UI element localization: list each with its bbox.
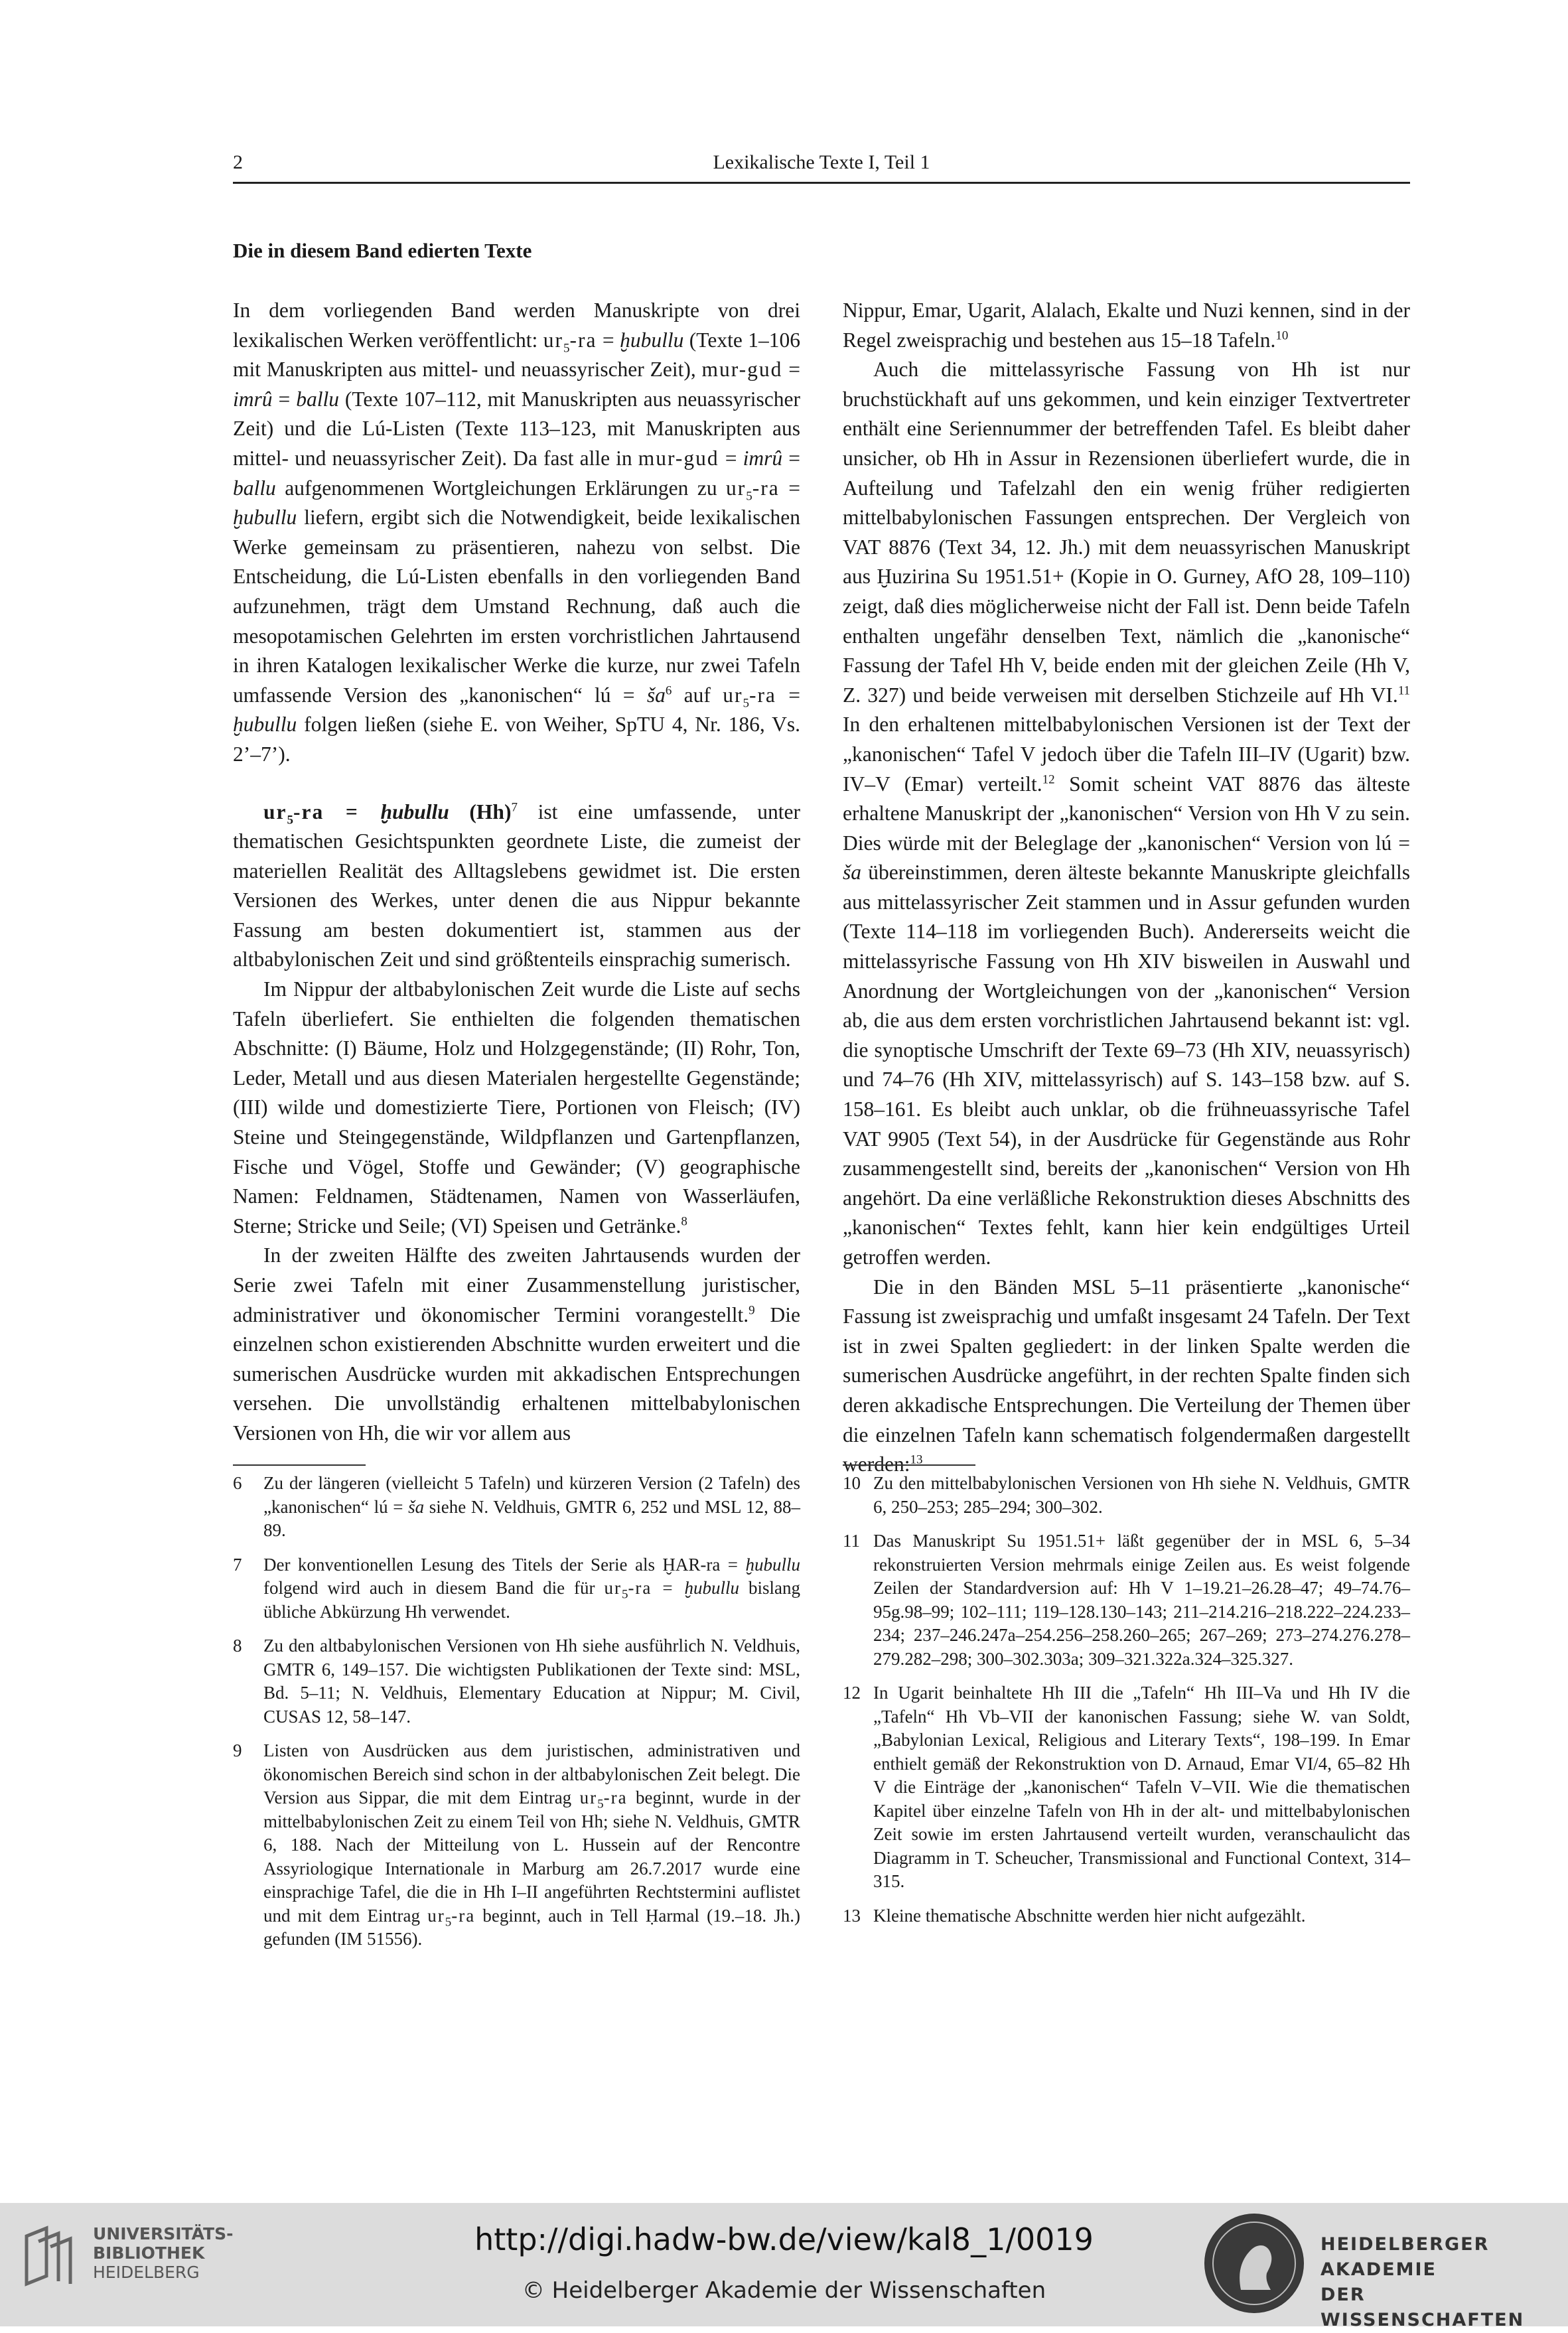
- footnotes-right: [843, 1472, 1410, 1938]
- footnote-ref: 10: [1275, 328, 1289, 343]
- section-heading: Die in diesem Band edierten Texte: [233, 239, 532, 262]
- paragraph: Nippur, Emar, Ugarit, Alalach, Ekalte und Nuzi kennen, sind in der Regel zweisprachig und bestehen aus 15–18 Tafeln.$^{10}$: [843, 299, 1410, 352]
- footnote-rule: [843, 1464, 975, 1466]
- academy-seal-icon: [1204, 2214, 1304, 2313]
- footnote: 8 Zu den altbabylonischen Versionen von Hh siehe ausführlich N. Veldhuis, GMTR 6, 149–157. Die wichtigsten Publikationen der Texte sind: MSL, Bd. 5–11; N. Veldhuis, Elementary Education at Nippur; M. Civil, CUSAS 12, 58–147.: [233, 1636, 800, 1727]
- paragraph: Im Nippur der altbabylonischen Zeit wurde die Liste auf sechs Tafeln überliefert. Sie enthielten die folgenden thematischen Abschnitte: (I) Bäume, Holz und Holzgegenstände; (II) Rohr, Ton, Leder, Metall und aus diesen Materialen hergestellte Gegenstände; (III) wilde und domestizierte Tiere, Portionen von Fleisch; (IV) Steine und Steingegenstände, Wildpflanzen und Gartenpflanzen, Fische und Vögel, Stoffe und Gewänder; (V) geographische Namen: Feldnamen, Städtenamen, Namen von Wasserläufen, Sterne; Stricke und Seile; (VI) Speisen und Getränke.$^8$: [233, 977, 800, 1237]
- page-number: 2: [233, 151, 243, 173]
- footnote: 11 Das Manuskript Su 1951.51+ läßt gegenüber der in MSL 6, 5–34 rekonstruierten Version mehrmals einige Zeilen aus. Es weist folgende Zeilen der Standardversion auf: Hh V 1–19.21–26.28–47; 49–74.76–95g.98–99; 102–111; 119–128.130–143; 211–214.216–218.222–224.233–234; 237–246.247a–254.256–258.260–265; 267–269; 273–274.276.278–279.282–298; 300–302.303a; 309–321.322a.324–325.327.: [843, 1531, 1410, 1669]
- footnote-ref: 7: [511, 800, 518, 814]
- paragraph: In der zweiten Hälfte des zweiten Jahrtausends wurden der Serie zwei Tafeln mit einer Zusammenstellung juristischer, administrativer und ökonomischer Termini vorangestellt.$^9$ Die einzelnen schon existierenden Abschnitte wurden erweitert und die sumerischen Ausdrücke wurden mit akkadischen Entsprechungen versehen. Die unvollständig erhaltenen mittelbabylonischen Versionen von Hh, die wir vor allem aus: [233, 1243, 801, 1445]
- footnote: 13 Kleine thematische Abschnitte werden hier nicht aufgezählt.: [843, 1905, 1306, 1926]
- document-url-link[interactable]: http://digi.hadw-bw.de/view/kal8_1/0019: [474, 2222, 1094, 2257]
- copyright-notice: © Heidelberger Akademie der Wissenschaften: [522, 2277, 1046, 2304]
- footnote: 6 Zu der längeren (vielleicht 5 Tafeln) und kürzeren Version (2 Tafeln) des „kanonischen“ lú = ša siehe N. Veldhuis, GMTR 6, 252 und MSL 12, 88–89.: [233, 1473, 800, 1540]
- paragraph: Die in den Bänden MSL 5–11 präsentierte „kanonische“ Fassung ist zweisprachig und umfaßt insgesamt 24 Tafeln. Der Text ist in zwei Spalten gegliedert: in der linken Spalte werden die sumerischen Ausdrücke angeführt, in der rechten Spalte finden sich deren akkadische Entsprechungen. Die Verteilung der Themen über die einzelnen Tafeln kann schematisch folgendermaßen dargestellt werden:$^{13}$: [843, 1275, 1410, 1476]
- footer-bar: [0, 2203, 1568, 2330]
- footnote-ref: 8: [681, 1214, 687, 1229]
- left-column: [233, 296, 800, 1449]
- footnote: 7 Der konventionellen Lesung des Titels der Serie als ḪAR-ra = ḫubullu folgend wird auch in diesem Band die für $ur_5-ra$ = ḫubullu bislang übliche Abkürzung Hh verwendet.: [233, 1554, 800, 1622]
- footnote-ref: 11: [1397, 683, 1410, 698]
- paragraph: $ur_5-ra$ = ḫubullu $(Hh)^7$ ist eine umfassende, unter thematischen Gesichtspunkten geordnete Liste, die zumeist der materiellen Realität des Alltagslebens gewidmet ist. Die ersten Versionen des Werkes, unter denen die aus Nippur bekannte Fassung am besten dokumentiert ist, stammen aus der altbabylonischen Zeit und sind größtenteils einsprachig sumerisch.: [233, 800, 801, 971]
- footnote: 12 In Ugarit beinhaltete Hh III die „Tafeln“ Hh III–Va und Hh IV die „Tafeln“ Hh Vb–VII der kanonischen Fassung; siehe W. van Soldt, „Babylonian Lexical, Religious and Literary Texts“, 198–199. In Emar enthielt gemäß der Rekonstruktion von D. Arnaud, Emar VI/4, 65–82 Hh V die Einträge der „kanonischen“ Tafeln V–VII. Wie die thematischen Kapitel über einzelne Tafeln von Hh in der alt- und mittelbabylonischen Zeit sowie im ersten Jahrtausend verteilt wurden, veranschaulicht das Diagramm in T. Scheucher, Transmissional and Functional Context, 314–315.: [843, 1683, 1410, 1891]
- right-column: [843, 296, 1410, 1480]
- academy-name: HEIDELBERGER AKADEMIE DER WISSENSCHAFTEN: [1320, 2234, 1525, 2330]
- page-header: [233, 151, 1410, 184]
- footnote: 9 Listen von Ausdrücken aus dem juristischen, administrativen und ökonomischen Bereich sind schon in der altbabylonischen Zeit belegt. Die Version aus Sippar, die mit dem Eintrag $ur_5-ra$ beginnt, wurde in der mittelbabylonischen Zeit zu einem Teil von Hh; siehe N. Veldhuis, GMTR 6, 188. Nach der Mitteilung von L. Hussein auf der Rencontre Assyriologique Internationale in Marburg am 26.7.2017 wurde eine einsprachige Tafel, die die in Hh I–II angeführten Rechtstermini auflistet und mit dem Eintrag $ur_5-ra$ beginnt, auch in Tell Ḥarmal (19.–18. Jh.) gefunden (IM 51556).: [233, 1740, 801, 1949]
- footnote-ref: 9: [748, 1303, 755, 1318]
- paragraph: In dem vorliegenden Band werden Manuskripte von drei lexikalischen Werken veröffentlicht: $ur_5-ra$ = ḫubullu (Texte 1–106 mit Manuskripten aus mittel- und neuassyrischer Zeit), mur-gud = imrû = ballu (Texte 107–112, mit Manuskripten aus neuassyrischer Zeit) und die Lú-Listen (Texte 113–123, mit Manuskripten aus mittel- und neuassyrischer Zeit). Da fast alle in mur-gud = imrû = ballu aufgenommenen Wortgleichungen Erklärungen zu $ur_5-ra$ = ḫubullu liefern, ergibt sich die Notwendigkeit, beide lexikalischen Werke gemeinsam zu präsentieren, nahezu von selbst. Die Entscheidung, die Lú-Listen ebenfalls in den vorliegenden Band aufzunehmen, trägt dem Umstand Rechnung, daß auch die mesopotamischen Gelehrten im ersten vorchristlichen Jahrtausend in ihren Katalogen lexikalischer Werke die kurze, nur zwei Tafeln umfassende Version des „kanonischen“ lú = $ša^6$ auf $ur_5-ra$ = ḫubullu folgen ließen (siehe E. von Weiher, SpTU 4, Nr. 186, Vs. 2’–7’).: [233, 299, 801, 766]
- footnote-ref: 6: [665, 683, 672, 698]
- footnote-rule: [233, 1464, 366, 1466]
- footnotes-left: [233, 1472, 800, 1962]
- paragraph: Auch die mittelassyrische Fassung von Hh ist nur bruchstückhaft auf uns gekommen, und kein einziger Textvertreter enthält eine Seriennummer der betreffenden Tafel. Es bleibt daher unsicher, ob Hh in Assur in Rezensionen überliefert wurde, die in Aufteilung und Tafelzahl den ein wenig früher redigierten mittelbabylonischen Fassungen entsprechen. Der Vergleich von VAT 8876 (Text 34, 12. Jh.) mit dem neuassyrischen Manuskript aus Ḫuzirina Su 1951.51+ (Kopie in O. Gurney, AfO 28, 109–110) zeigt, daß dies möglicherweise nicht der Fall ist. Denn beide Tafeln enthalten ungefähr denselben Text, nämlich die „kanonische“ Fassung der Tafel Hh V, beide enden mit der gleichen Zeile (Hh V, Z. 327) und beide verweisen mit derselben Stichzeile auf Hh VI.$^{11}$ In den erhaltenen mittelbabylonischen Versionen ist der Text der „kanonischen“ Tafel V jedoch über die Tafeln III–IV (Ugarit) bzw. IV–V (Emar) verteilt.$^{12}$ Somit scheint VAT 8876 das älteste erhaltene Manuskript der „kanonischen“ Version von Hh V zu sein. Dies würde mit der Beleglage der „kanonischen“ Version von lú = ša übereinstimmen, deren älteste bekannte Manuskripte gleichfalls aus mittelassyrischer Zeit stammen und in Assur gefunden wurden (Texte 114–118 im vorliegenden Buch). Andererseits weicht die mittelassyrische Fassung von Hh XIV bisweilen in Auswahl und Anordnung der Wortgleichungen von der „kanonischen“ Version ab, die aus dem ersten vorchristlichen Jahrtausend bekannt ist: vgl. die synoptische Umschrift der Texte 69–73 (Hh XIV, neuassyrisch) und 74–76 (Hh XIV, mittelassyrisch) auf S. 143–158 bzw. auf S. 158–161. Es bleibt auch unklar, ob die frühneuassyrische Tafel VAT 9905 (Text 54), in der Ausdrücke für Gegenstände aus Rohr zusammengestellt sind, bereits der „kanonischen“ Version von Hh angehört. Da eine verläßliche Rekonstruktion dieses Abschnitts des „kanonischen“ Textes fehlt, kann hier kein endgültiges Urteil getroffen werden.: [843, 358, 1410, 1269]
- running-title: Lexikalische Texte I, Teil 1: [713, 151, 930, 173]
- footnote-ref: 12: [1042, 772, 1055, 786]
- footnote-ref: 13: [910, 1452, 923, 1467]
- library-name: UNIVERSITÄTS- BIBLIOTHEK HEIDELBERG: [93, 2224, 234, 2282]
- footnote: 10 Zu den mittelbabylonischen Versionen von Hh siehe N. Veldhuis, GMTR 6, 250–253; 285–294; 300–302.: [843, 1473, 1410, 1517]
